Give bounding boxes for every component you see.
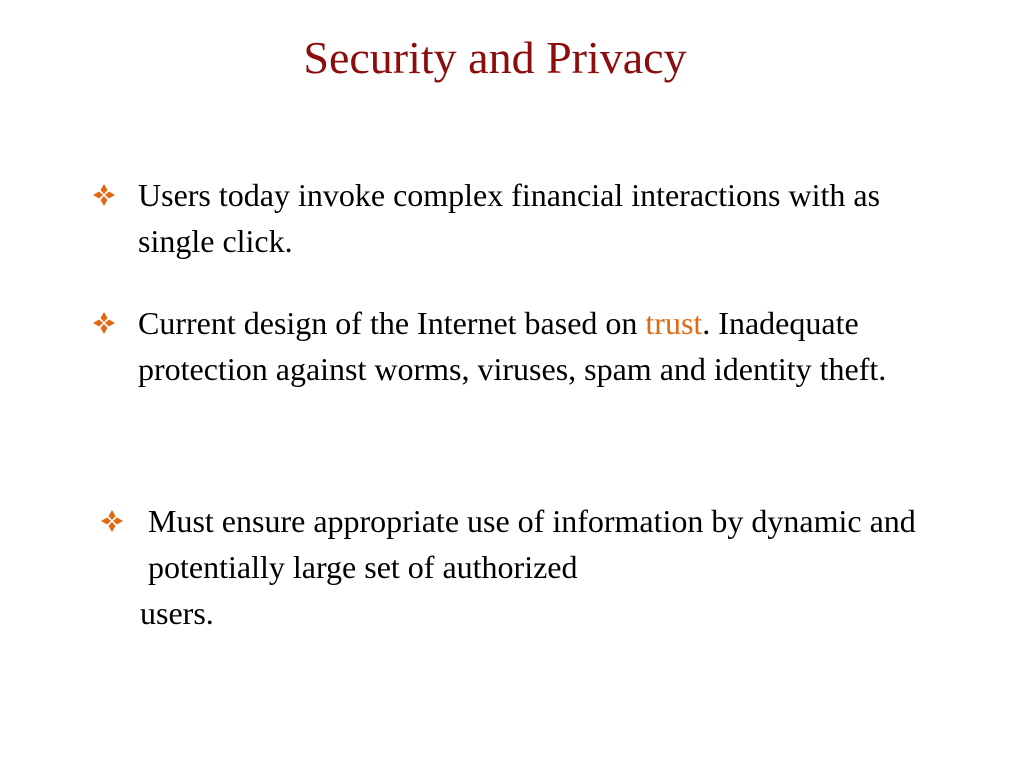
bullet-item-2 [92,300,952,392]
bullet-text-2 [138,300,952,392]
four-diamond-bullet-icon [92,183,116,207]
bullet-text-3-line-1: Must ensure appropriate use of information by dynamic and potentially large set of authorized [148,503,916,585]
bullet-text-3 [140,498,960,636]
highlighted-word-trust: trust [645,305,703,341]
bullet-text-3-line-2: users. [140,595,214,631]
four-diamond-bullet-icon [92,311,116,335]
bullet-text-2-end: . Inadequate protection against worms, viruses, spam and identity theft. [138,305,887,387]
bullet-item-3 [100,498,960,636]
bullet-text-1: Users today invoke complex financial interactions with as single click. [138,177,881,259]
slide-title: Security and Privacy [303,32,687,83]
four-diamond-bullet-icon [100,509,124,533]
bullet-item-1 [92,172,952,264]
bullet-text-2-start: Current design of the Internet based on [138,305,646,341]
